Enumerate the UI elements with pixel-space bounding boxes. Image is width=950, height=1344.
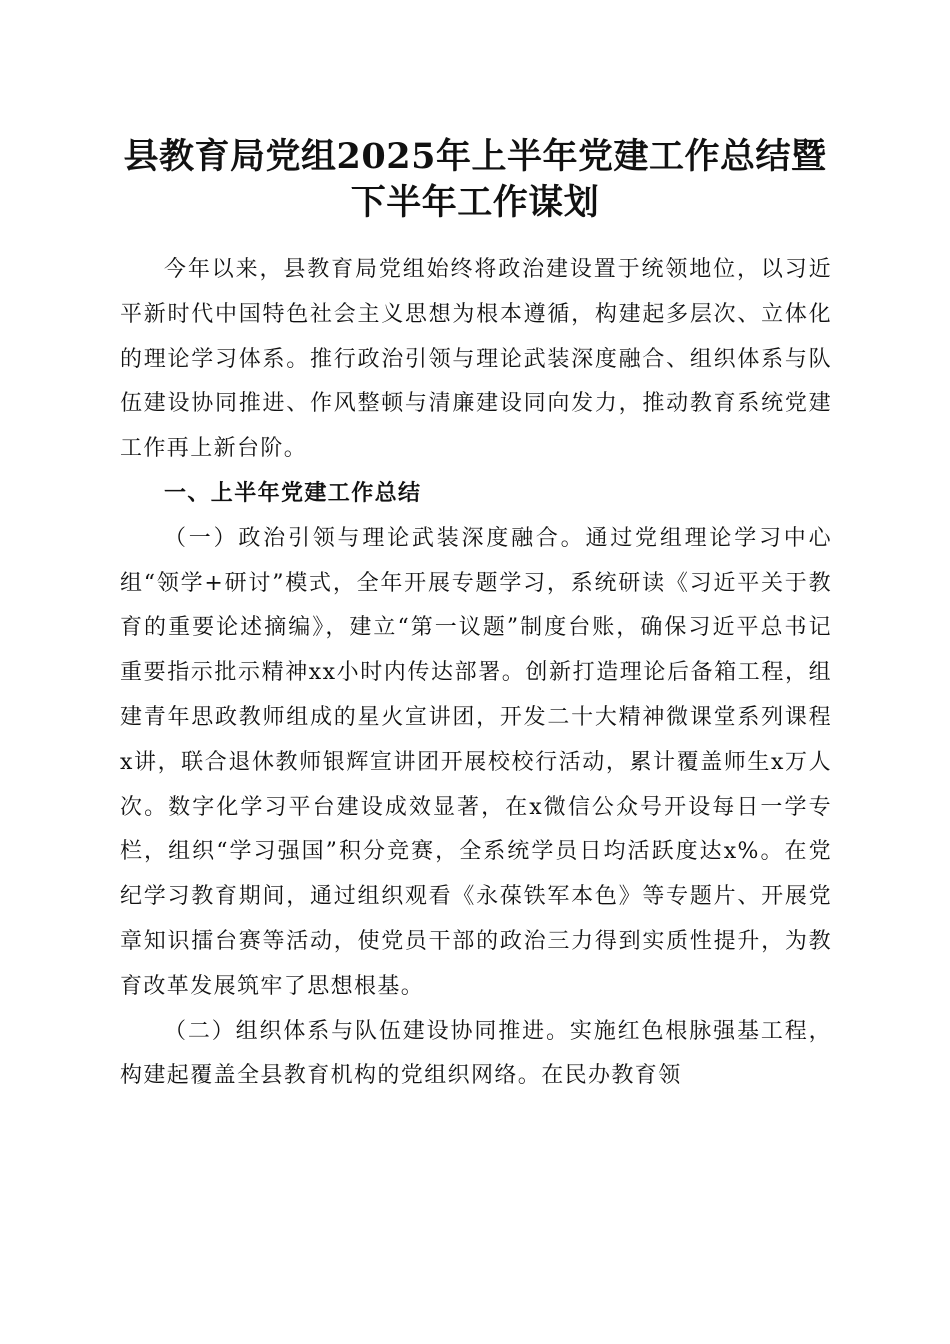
subsection-body-2: 实施红色根脉强基工程，构建起覆盖全县教育机构的党组织网络。在民办教育领 [120,1018,832,1089]
subsection-paragraph-2 [120,1010,832,1100]
subsection-body-1: 通过党组理论学习中心组“领学+研讨”模式，全年开展专题学习，系统研读《习近平关于教育的重要论述摘编》，建立“第一议题”制度台账，确保习近平总书记重要指示批示精神xx小时内传达部署。创新打造理论后备箱工程，组建青年思政教师组成的星火宣讲团，开发二十大精神微课堂系列课程x讲，联合退休教师银辉宣讲团开展校校行活动，累计覆盖师生x万人次。数字化学习平台建设成效显著，在x微信公众号开设每日一学专栏，组织“学习强国”积分竞赛，全系统学员日均活跃度达x%。在党纪学习教育期间，通过组织观看《永葆铁军本色》等专题片、开展党章知识擂台赛等活动，使党员干部的政治三力得到实质性提升，为教育改革发展筑牢了思想根基。 [120,525,832,999]
section-heading-1: 一、上半年党建工作总结 [164,480,422,506]
title-line-2: 下半年工作谋划 [350,182,600,223]
document-body [120,248,832,1099]
subsection-lead-1: （一）政治引领与理论武装深度融合。 [164,525,586,551]
document-title [100,134,850,226]
intro-paragraph: 今年以来，县教育局党组始终将政治建设置于统领地位，以习近平新时代中国特色社会主义思想为根本遵循，构建起多层次、立体化的理论学习体系。推行政治引领与理论武装深度融合、组织体系与队伍建设协同推进、作风整顿与清廉建设同向发力，推动教育系统党建工作再上新台阶。 [120,257,832,462]
title-line-1: 县教育局党组2025年上半年党建工作总结暨 [123,136,827,177]
subsection-paragraph-1 [120,517,832,1010]
subsection-lead-2: （二）组织体系与队伍建设协同推进。 [164,1018,570,1044]
